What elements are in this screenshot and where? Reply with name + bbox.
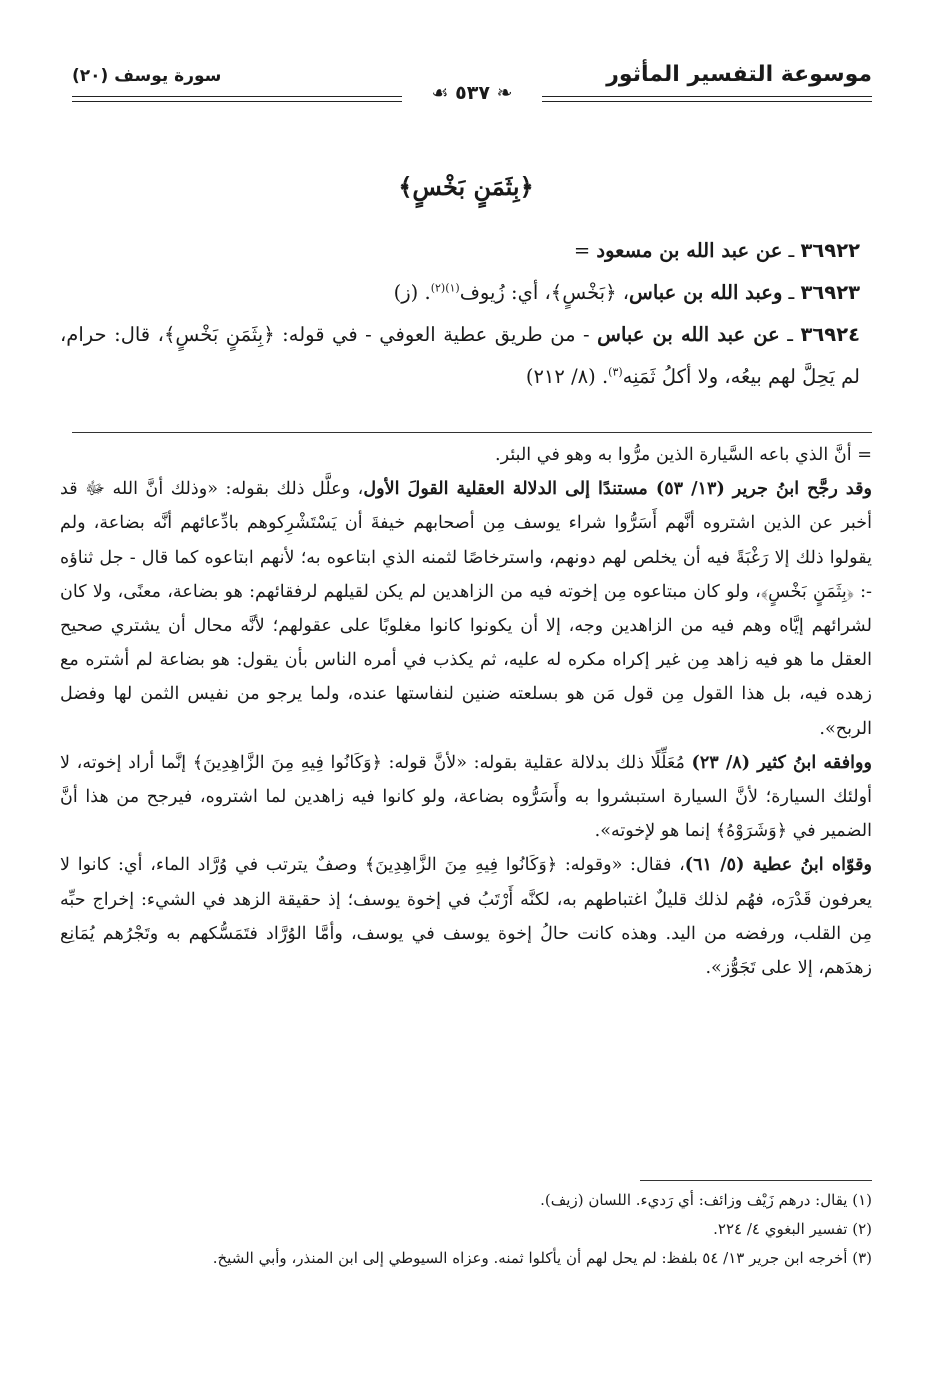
page-number-value: ٥٣٧ [455, 82, 490, 104]
commentary-section [60, 438, 872, 985]
commentary-lead: ووافقه ابنُ كثير (٨/ ٢٣) [691, 751, 872, 773]
commentary-paragraph [60, 746, 872, 849]
report-narrator: عن عبد الله بن مسعود [596, 239, 783, 262]
commentary-paragraph [60, 848, 872, 985]
commentary-text: = أنَّ الذي باعه السَّيارة الذين مرُّوا به وهو في البئر. [495, 445, 872, 465]
report-text: - من طريق عطية العوفي - في قوله: ﴿بِثَمَنٍ بَخْسٍ﴾، قال: حرام، لم يَحِلَّ لهم بيعُه، ولا أكلُ ثَمَنِه [60, 323, 860, 388]
report-number: ٣٦٩٢٣ [800, 281, 860, 304]
footnote-item: (١) يقال: درهم زَيْف وزائف: أي رَديء. اللسان (زيف). [540, 1191, 872, 1209]
footnote-ref[interactable]: (٣) [608, 365, 623, 379]
commentary-lead: وقوّاه ابنُ عطية (٥/ ٦١) [684, 854, 872, 876]
footnote-item: (٢) تفسير البغوي ٤/ ٢٢٤. [713, 1220, 872, 1238]
surah-name: سورة يوسف (٢٠) [72, 66, 222, 86]
running-header [72, 56, 872, 116]
commentary-text: ، وعلَّل ذلك بقوله: «وذلك أنَّ الله ﷻ قد أخبر عن الذين اشتروه أنَّهم أَسَرُّوا شراء يوسف مِن أصحابهم خيفةَ أن يَسْتَشْرِكوهم بادِّعائهم أنَّه بضاعة، ولم يقولوا ذلك إلا رَغْبَةً فيه أن يخلص لهم دونهم، واسترخاصًا لثمنه الذي ابتاعوه به؛ لأنهم ابتاعوه كما قال - جل ثناؤه -: ﴿بِثَمَنٍ بَخْسٍ﴾، ولو كان مبتاعوه مِن إخوته فيه من الزاهدين لم يكن لقيلهم لرفقائهم: هو بضاعة، معنًى، ولا كان لشرائهم إيَّاه وهم فيه من الزاهدين وجه، إلا أن يكونوا كانوا مغلوبًا على عقولهم؛ لأنَّه محال أن يشتري صحيح العقل ما هو فيه زاهد مِن غير إكراه مكره له عليه، ثم يكذب في أمره الناس بأن يقول: هو بضاعة لم أشتره مع زهده فيه، بل هذا القول مِن قول مَن هو بسلعته ضنين لنفاستها عنده، ولما يرجو من نفيس الثمن لها وفضل الربح». [60, 479, 872, 739]
report-item [60, 272, 860, 314]
report-item [60, 230, 860, 272]
commentary-paragraph [60, 438, 872, 472]
page-number [402, 82, 542, 112]
page-number-ornament-left: ☙ [431, 82, 456, 104]
report-number: ٣٦٩٢٢ [800, 239, 860, 262]
commentary-paragraph [60, 472, 872, 746]
footnote-rule [640, 1180, 872, 1181]
report-tail: . (ز) [393, 281, 431, 304]
commentary-text: ، فقال: «وقوله: ﴿وَكَانُوا فِيهِ مِنَ الزَّاهِدِينَ﴾ وصفٌ يترتب في وُرَّاد الماء، أي: كانوا لا يعرفون قَدْرَه، فهُم لذلك قليلٌ اغتباطهم به، لكنَّه أَرْتَبُ في إخوة يوسف؛ إذ حقيقة الزهد في الشيء: إخراج حبِّه مِن القلب، ورفضه من اليد. وهذه كانت حالُ إخوة يوسف في يوسف، وأمَّا الوُرَّاد فتَمَسُّكهم به وتَجْرُهم يُمَانِع زهدَهم، إلا على تَجَوُّز». [60, 855, 872, 979]
report-item [60, 314, 860, 398]
footnote-ref[interactable]: (١)(٢) [430, 281, 460, 295]
report-text: = [573, 239, 597, 262]
footnotes-section [60, 1186, 872, 1273]
book-title: موسوعة التفسير المأثور [606, 62, 872, 87]
commentary-lead: وقد رجَّح ابنُ جرير (١٣/ ٥٣) مستندًا إلى الدلالة العقلية القولَ الأول [363, 478, 873, 500]
commentary-text: مُعَلِّلًا ذلك بدلالة عقلية بقوله: «لأنَّ قوله: ﴿وَكَانُوا فِيهِ مِنَ الزَّاهِدِينَ﴾ إنَّما أراد إخوته، لا أولئك السيارة؛ لأنَّ السيارة استبشروا به وأَسَرُّوه بضاعة، ولو كانوا فيه زاهدين لما اشتروه، فيرجح من هذا أنَّ الضمير في ﴿وَشَرَوْهُ﴾ إنما هو لإخوته». [60, 752, 872, 842]
report-dash: ـ [779, 323, 793, 346]
section-separator [72, 432, 872, 433]
page-number-ornament-right: ❧ [489, 82, 513, 104]
reports-section [60, 230, 860, 398]
report-dash: ـ [782, 239, 795, 262]
footnote-item: (٣) أخرجه ابن جرير ١٣/ ٥٤ بلفظ: لم يحل لهم أن يأكلوا ثمنه. وعزاه السيوطي إلى ابن المنذر، وأبي الشيخ. [212, 1249, 872, 1267]
verse-heading: ﴿بِثَمَنٍ بَخْسٍ﴾ [398, 172, 534, 201]
report-number: ٣٦٩٢٤ [800, 323, 860, 346]
report-text: ، ﴿بَخْسٍ﴾، أي: زُيوف [459, 281, 630, 304]
report-narrator: وعبد الله بن عباس [629, 281, 783, 304]
report-narrator: عن عبد الله بن عباس [597, 323, 780, 346]
report-tail: . (٨/ ٢١٢) [525, 365, 609, 388]
report-dash: ـ [782, 281, 795, 304]
